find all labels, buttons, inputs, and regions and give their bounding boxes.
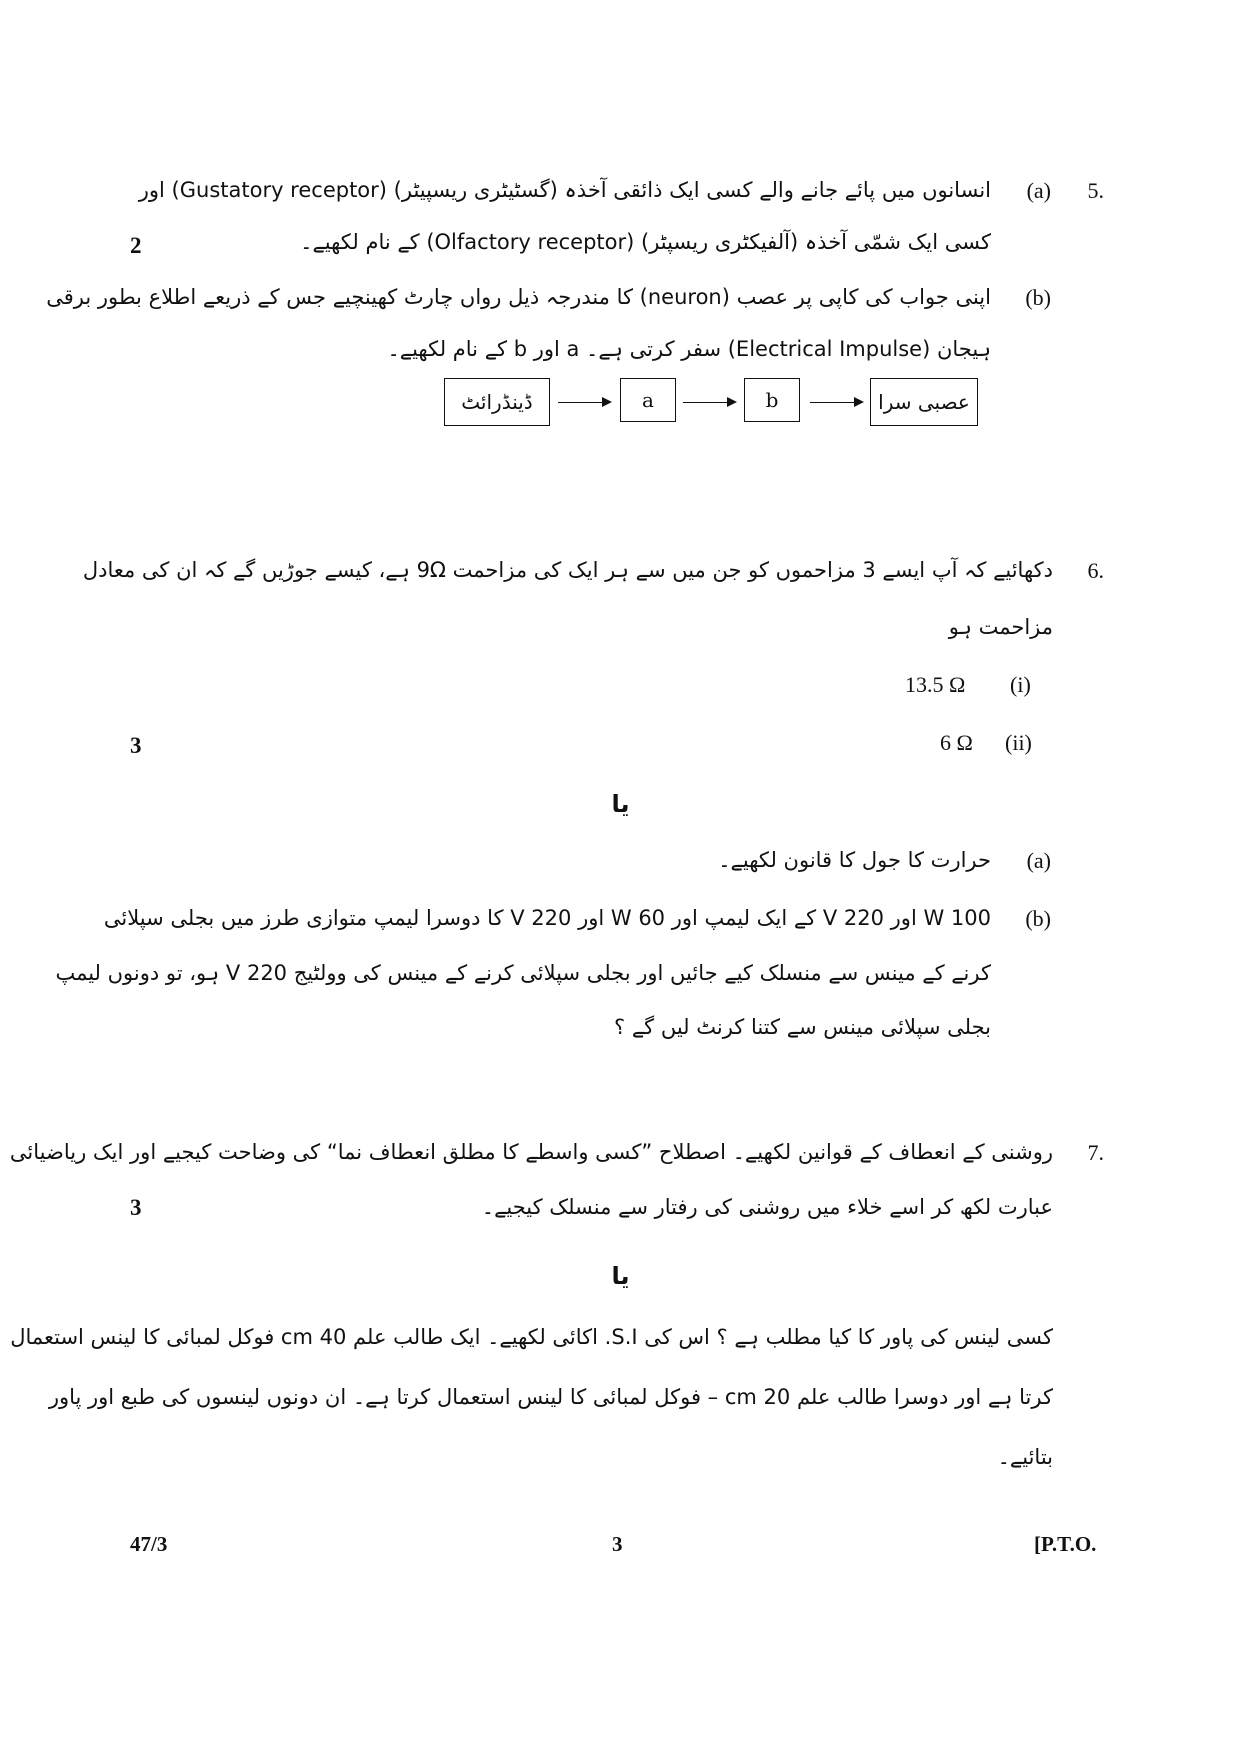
q6-line2: مزاحمت ہو xyxy=(948,615,1053,639)
q5-number: 5. xyxy=(1087,178,1104,203)
flow-arrow-3 xyxy=(558,402,610,403)
q5-a-line1: انسانوں میں پائے جانے والے کسی ایک ذائقی آخذہ (گسٹیٹری ریسپیٹر) (Gustatory receptor) اور xyxy=(138,178,991,202)
q5-b-label: (b) xyxy=(1025,285,1051,310)
q5-marks: 2 xyxy=(130,233,142,258)
q6-number: 6. xyxy=(1087,558,1104,583)
q7-alt-line3: بتائیے۔ xyxy=(997,1445,1053,1469)
q6-ii-value: 6 Ω xyxy=(940,730,973,755)
flow-box-a: a xyxy=(620,378,676,422)
q6-marks: 3 xyxy=(130,733,142,758)
footer-pto: [P.T.O. xyxy=(1034,1532,1097,1556)
q5-b-line1: اپنی جواب کی کاپی پر عصب (neuron) کا مندرجہ ذیل رواں چارٹ کھینچیے جس کے ذریعے اطلاع بطور برقی xyxy=(46,285,991,309)
q7-line1: روشنی کے انعطاف کے قوانین لکھیے۔ اصطلاح ”کسی واسطے کا مطلق انعطاف نما“ کی وضاحت کیجیے اور ایک ریاضیائی xyxy=(9,1140,1053,1164)
q6-or: یا xyxy=(611,790,630,818)
q6-b-label: (b) xyxy=(1025,906,1051,931)
q5-a-label: (a) xyxy=(1026,178,1051,203)
q7-or: یا xyxy=(611,1262,630,1290)
q5-b-line2: ہیجان (Electrical Impulse) سفر کرتی ہے۔ a اور b کے نام لکھیے۔ xyxy=(387,337,991,361)
q6-b-line3: بجلی سپلائی مینس سے کتنا کرنٹ لیں گے ؟ xyxy=(614,1015,991,1039)
q6-b-line1: 100 W اور 220 V کے ایک لیمپ اور 60 W اور 220 V کا دوسرا لیمپ متوازی طرز میں بجلی سپلائی xyxy=(103,906,991,930)
footer-paper-code: 47/3 xyxy=(130,1532,168,1556)
q7-marks: 3 xyxy=(130,1195,142,1220)
q6-i-label: (i) xyxy=(1010,672,1031,697)
q6-line1: دکھائیے کہ آپ ایسے 3 مزاحموں کو جن میں سے ہر ایک کی مزاحمت 9Ω ہے، کیسے جوڑیں گے کہ ان کی معادل xyxy=(82,558,1053,582)
q7-alt-line1: کسی لینس کی پاور کا کیا مطلب ہے ؟ اس کی S.I. اکائی لکھیے۔ ایک طالب علم 40 cm فوکل لمبائی کا لینس استعمال xyxy=(10,1325,1053,1349)
q7-number: 7. xyxy=(1087,1140,1104,1165)
flow-box-dendrite: ڈینڈرائٹ xyxy=(444,378,550,426)
footer-page-number: 3 xyxy=(612,1532,623,1556)
q7-alt-line2: کرتا ہے اور دوسرا طالب علم 20 cm – فوکل لمبائی کا لینس استعمال کرتا ہے۔ ان دونوں لینسوں کی طبع اور پاور xyxy=(48,1385,1053,1409)
flow-box-b: b xyxy=(744,378,800,422)
q6-a-text: حرارت کا جول کا قانون لکھیے۔ xyxy=(718,848,991,872)
q6-ii-label: (ii) xyxy=(1005,730,1032,755)
flow-arrow-2 xyxy=(683,402,735,403)
q6-b-line2: کرنے کے مینس سے منسلک کیے جائیں اور بجلی سپلائی کرنے کے مینس کی وولٹیج 220 V ہو، تو دونوں لیمپ xyxy=(55,961,991,985)
q6-i-value: 13.5 Ω xyxy=(905,672,966,697)
flow-arrow-1 xyxy=(810,402,862,403)
flow-box-nerve-ending: عصبی سرا xyxy=(870,378,978,426)
q7-line2: عبارت لکھ کر اسے خلاء میں روشنی کی رفتار سے منسلک کیجیے۔ xyxy=(481,1195,1053,1219)
q6-a-label: (a) xyxy=(1026,848,1051,873)
q5-a-line2: کسی ایک شمّی آخذہ (آلفیکٹری ریسپٹر) (Olfactory receptor) کے نام لکھیے۔ xyxy=(300,230,991,254)
